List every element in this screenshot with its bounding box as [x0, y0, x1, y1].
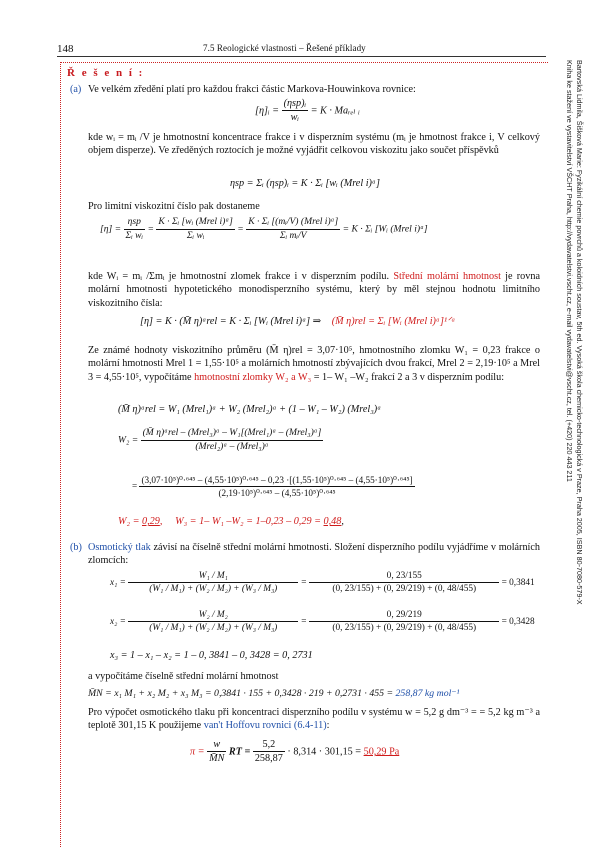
- paragraph-limit: Pro limitní viskozitní číslo pak dostaneme: [88, 201, 260, 212]
- equation-x3: x₃ = 1 – x₁ – x₂ = 1 – 0, 3841 – 0, 3428 = 0, 2731: [110, 650, 313, 661]
- term-mass-fractions: hmotnostní zlomky W₂ a W₃: [194, 371, 312, 383]
- copyright-sidebar: [556, 60, 590, 780]
- equation-osmotic-pressure: π = $\frac{w}{M̄N}$ RT = $\frac{5,2}{258,87}$ · 8,314 · 301,15 = 50,29 Pa: [190, 739, 400, 765]
- paragraph-number-average: a vypočítáme číselně střední molární hmotnost: [88, 671, 279, 682]
- paragraph-mass-fraction: kde Wᵢ = mᵢ /Σmᵢ je hmotnostní zlomek frakce i v disperzním podílu. Střední molární hmotnost je rovna molární hmotnosti hypotetického monodisperzního systému, který by měl stejnou hodnotu limitního viskozitního čísla:: [88, 271, 540, 309]
- running-title: 7.5 Reologické vlastnosti – Řešené příklady: [203, 43, 366, 53]
- part-b-intro: Osmotický tlak závisí na číselně střední molární hmotnosti. Složení disperzního podílu vyjádříme v molárních zlomcích:: [88, 542, 540, 567]
- solution-heading: Ř e š e n í :: [67, 67, 145, 79]
- sidebar-line-1: Bartovská Lidmila, Šišková Marie: Fyzikální chemie povrchů a koloidních soustav, 5th ed. Vysoká škola chemicko-technologická v Praze, Praha 2005, ISBN 80-7080-579-X: [575, 60, 584, 605]
- part-b-label: (b): [70, 542, 82, 553]
- equation-w2-numeric: = (3,07·10⁵)⁰·⁶⁴⁵ – (4,55·10⁵)⁰·⁶⁴⁵ – 0,23 ·[(1,55·10⁵)⁰·⁶⁴⁵ – (4,55·10⁵)⁰·⁶⁴⁵] (2,19·10⁵)⁰·⁶⁴⁵ – (4,55·10⁵)⁰·⁶⁴⁵: [132, 475, 413, 499]
- equation-number-average: M̄N = x₁ M₁ + x₂ M₂ + x₃ M₃ = 0,3841 · 155 + 0,3428 · 219 + 0,2731 · 455 = 258,87 kg mol⁻¹: [88, 688, 460, 699]
- equation-mark-houwink: [η]ᵢ = $\frac{\text{(ηsp)ᵢ}}{\text{wᵢ}}$ = K · Maᵣₑₗ ᵢ: [255, 98, 360, 124]
- equation-mixture-rule: (M̄ η)ᵃrel = W₁ (Mrel₁)ᵃ + W₂ (Mrel₂)ᵃ + (1 – W₁ – W₂) (Mrel₃)ᵃ: [118, 404, 382, 415]
- paragraph-known-values: Ze známé hodnoty viskozitního průměru (M̄ η)rel = 3,07·10⁵, hmotnostního zlomku W₁ = 0,23 frakce o molární hmotnosti Mrel 1 = 1,55·10⁵ a molárních hmotností zbývajících dvou frakcí, Mrel 2 = 2,19·10⁵ a Mrel 3 = 4,55·10⁵, vypočítáme hmotnostní zlomky W₂ a W₃ = 1– W₁ –W₂ frakcí 2 a 3 v disperzním podílu:: [88, 345, 540, 383]
- link-vant-hoff-equation: van't Hoffovu rovnici (6.4-11): [203, 720, 327, 732]
- equation-x2: x₂ = $\frac{\text{W₂ / M₂}}{\text{(W₁ / M₁) + (W₂ / M₂) + (W₃ / M₃)}}$ = $\frac{0, 29/219}{(0, 23/155) + (0, 29/219) + (0, 48/455)}$ = 0,3428: [110, 610, 535, 634]
- equation-viscosity-average: [η] = K · (M̄ η)ᵃrel = K · Σᵢ [Wᵢ (Mrel i)ᵃ] ⇒ (M̄ η)rel = Σᵢ [Wᵢ (Mrel i)ᵃ]¹ᐟᵃ: [140, 316, 456, 327]
- equation-specific-viscosity: ηsp = Σᵢ (ηsp)ᵢ = K · Σᵢ [wᵢ (Mrel i)ᵃ]: [230, 178, 380, 189]
- equation-limit-viscosity: [η] = $\frac{\text{ηsp}}{\text{Σᵢ wᵢ}}$ = $\frac{\text{K · Σᵢ [wᵢ (Mrel i)ᵃ]}}{\text{Σᵢ wᵢ}}$ = $\frac{\text{K · Σᵢ [(mᵢ/V) (Mrel i)ᵃ]}}{\text{Σᵢ mᵢ/V}}$ = K · Σᵢ [Wᵢ (Mrel i)ᵃ]: [100, 216, 428, 241]
- sidebar-line-2: Kniha ke stažení ve vystavitelství VŠCHT Praha, http://vydavatelstvi.vscht.cz, e-mail vydavatelstvi@vscht.cz, tel. (+420) 220 443 211: [565, 60, 574, 482]
- result-w3: 0,48: [323, 516, 342, 527]
- result-w2: 0,29: [142, 516, 160, 527]
- part-a-label: (a): [70, 84, 82, 95]
- equation-x1: x₁ = $\frac{\text{W₁ / M₁}}{\text{(W₁ / M₁) + (W₂ / M₂) + (W₃ / M₃)}}$ = $\frac{0, 23/155}{(0, 23/155) + (0, 29/219) + (0, 48/455)}$ = 0,3841: [110, 571, 535, 595]
- paragraph-osmotic: Pro výpočet osmotického tlaku při koncentraci disperzního podílu v systému w = 5,2 g dm⁻³ = = 5,2 kg m⁻³ a teplotě 301,15 K použijeme van't Hoffovu rovnici (6.4-11):: [88, 707, 540, 732]
- equation-w2-general: W₂ = $\frac{\text{(M̄ η)ᵃrel – (Mrel₃)ᵃ – W₁[(Mrel₁)ᵃ – (Mrel₃)ᵃ]}}{\text{(Mrel₂)ᵃ – (Mrel₃)ᵃ}}$: [118, 427, 322, 452]
- result-fractions: W₂ = 0,29, W₃ = 1– W₁ –W₂ = 1–0,23 – 0,29 = 0,48,: [118, 516, 344, 527]
- part-a-intro: Ve velkém zředění platí pro každou frakci částic Markova-Houwinkova rovnice:: [88, 84, 416, 95]
- paragraph-concentration: kde wᵢ = mᵢ /V je hmotnostní koncentrace frakce i v disperzním systému (mᵢ je hmotnost frakce i, V celkový objem disperze). Ve zředěných roztocích je možné vyjádřit celkovou viskozitu jako součet příspěvků: [88, 132, 540, 157]
- page-number: 148: [57, 43, 74, 55]
- result-osmotic-pressure: 50,29 Pa: [363, 746, 400, 758]
- page-header: [57, 42, 546, 57]
- term-osmotic-pressure: Osmotický tlak: [88, 542, 151, 553]
- result-mn: 258,87 kg mol⁻¹: [395, 688, 460, 699]
- term-mean-molar-mass: Střední molární hmotnost: [393, 271, 501, 282]
- sidebar-text: [564, 60, 584, 780]
